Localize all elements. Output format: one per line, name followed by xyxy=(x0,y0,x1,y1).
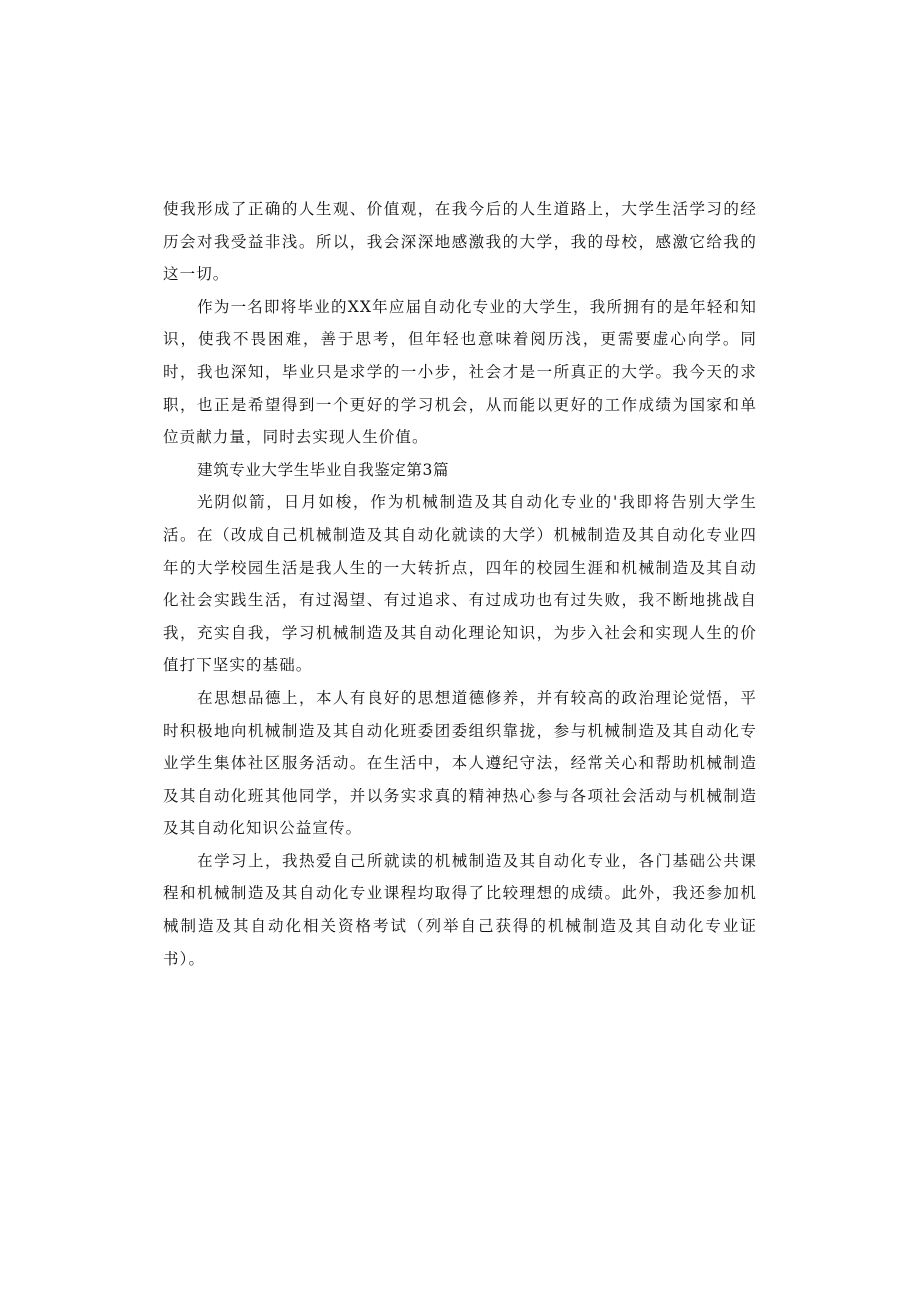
paragraph-moral-character: 在思想品德上，本人有良好的思想道德修养，并有较高的政治理论觉悟，平时积极地向机械制造及其自动化班委团委组织靠拢，参与机械制造及其自动化专业学生集体社区服务活动。在生活中，本人遵纪守法，经常关心和帮助机械制造及其自动化班其他同学，并以务实求真的精神热心参与各项社会活动与机械制造及其自动化知识公益宣传。 xyxy=(163,688,757,838)
document-body xyxy=(163,193,757,975)
paragraph-study: 在学习上，我热爱自己所就读的机械制造及其自动化专业，各门基础公共课程和机械制造及其自动化专业课程均取得了比较理想的成绩。此外，我还参加机械制造及其自动化相关资格考试（列举自己获得的机械制造及其自动化专业证书）。 xyxy=(163,851,757,968)
section-heading: 建筑专业大学生毕业自我鉴定第3篇 xyxy=(197,460,450,479)
paragraph-graduate-intro: 作为一名即将毕业的XX年应届自动化专业的大学生，我所拥有的是年轻和知识，使我不畏困难，善于思考，但年轻也意味着阅历浅，更需要虚心向学。同时，我也深知，毕业只是求学的一小步，社会才是一所真正的大学。我今天的求职，也正是希望得到一个更好的学习机会，从而能以更好的工作成绩为国家和单位贡献力量，同时去实现人生价值。 xyxy=(163,297,757,447)
paragraph-time-flies: 光阴似箭，日月如梭，作为机械制造及其自动化专业的'我即将告别大学生活。在（改成自己机械制造及其自动化就读的大学）机械制造及其自动化专业四年的大学校园生活是我人生的一大转折点，四年的校园生涯和机械制造及其自动化社会实践生活，有过渴望、有过追求、有过成功也有过失败，我不断地挑战自我，充实自我，学习机械制造及其自动化理论知识，为步入社会和实现人生的价值打下坚实的基础。 xyxy=(163,493,757,675)
paragraph-continuation: 使我形成了正确的人生观、价值观，在我今后的人生道路上，大学生活学习的经历会对我受益非浅。所以，我会深深地感激我的大学，我的母校，感激它给我的这一切。 xyxy=(163,200,757,284)
